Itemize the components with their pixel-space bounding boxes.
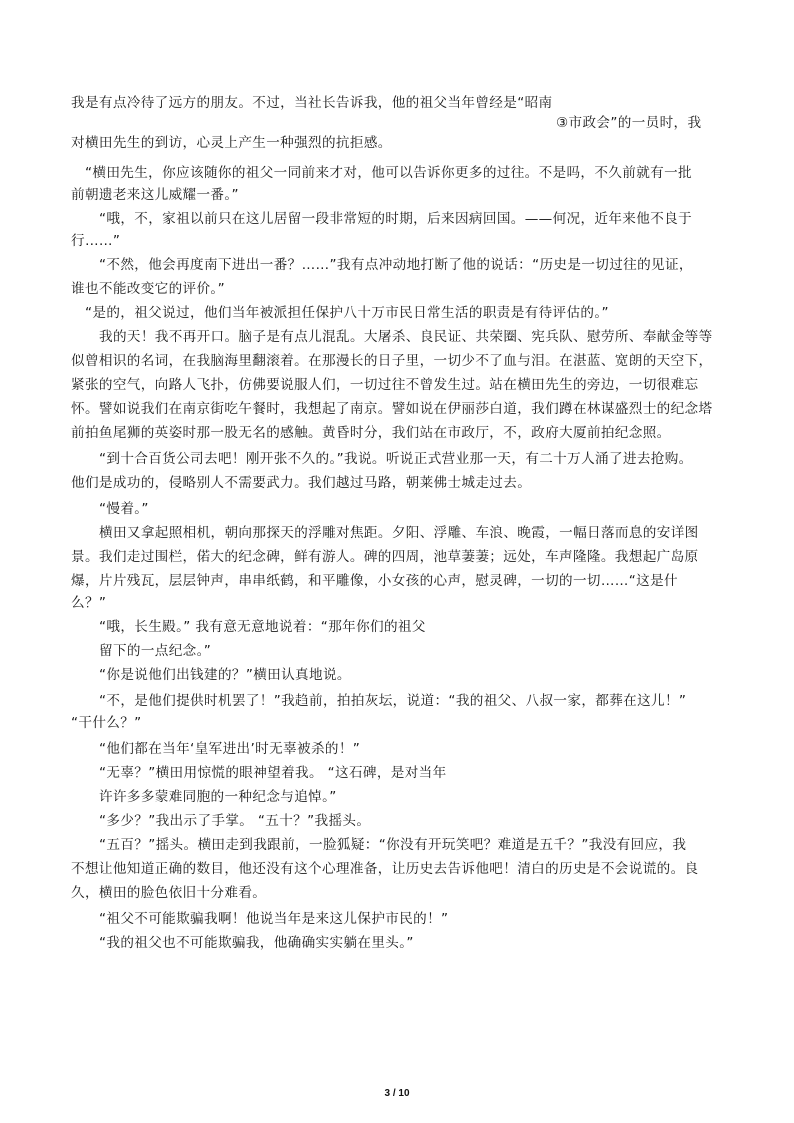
text-line: 我是有点冷待了远方的朋友。不过，当社长告诉我，他的祖父当年曾经是“昭南: [71, 95, 553, 111]
text-line: 爆，片片残瓦，层层钟声，串串纸鹤，和平雕像，小女孩的心声，慰灵碑，一切的一切……“这是什: [71, 573, 678, 589]
text-line: “祖父不可能欺骗我啊！他说当年是来这儿保护市民的！”: [99, 911, 449, 927]
text-line: “到十合百货公司去吧！刚开张不久的。”我说。听说正式营业那一天，有二十万人涌了进去抢购。: [99, 451, 693, 467]
text-line: “哦，长生殿。” 我有意无意地说着：“那年你们的祖父: [99, 619, 426, 635]
text-line: 紧张的空气，向路人飞扑，仿佛要说服人们，一切过往不曾发生过。站在横田先生的旁边，一切很难忘: [71, 377, 699, 393]
text-line: “他们都在当年‘皇军进出’时无辜被杀的！”: [99, 741, 361, 757]
text-line: “你是说他们出钱建的？”横田认真地说。: [99, 667, 351, 683]
text-line: 行……”: [71, 233, 121, 249]
text-line: 对横田先生的到访，心灵上产生一种强烈的抗拒感。: [71, 135, 392, 151]
text-line: 前朝遗老来这儿威耀一番。”: [71, 187, 239, 203]
text-line: 么？”: [71, 595, 107, 611]
text-line: “不，是他们提供时机罢了！”我趋前，拍拍灰坛，说道：“我的祖父、八叔一家，都葬在这儿！”: [99, 693, 687, 709]
text-line: “不然，他会再度南下进出一番？……”我有点冲动地打断了他的说话：“历史是一切过往的见证，: [99, 257, 693, 273]
text-line: 前拍鱼尾狮的英姿时那一股无名的感触。黄昏时分，我们站在市政厅，不，政府大厦前拍纪念照。: [71, 425, 671, 441]
text-line: “多少？”我出示了手掌。 “五十？”我摇头。: [99, 813, 371, 829]
text-line: “干什么？”: [71, 715, 142, 731]
text-line: 景。我们走过围栏，偌大的纪念碑，鲜有游人。碑的四周，池草萋萋；远处，车声隆隆。我想起广岛原: [71, 549, 699, 565]
text-line: 似曾相识的名词，在我脑海里翻滚着。在那漫长的日子里，一切少不了血与泪。在湛蓝、宽朗的天空下，: [71, 353, 713, 369]
text-line: 久，横田的脸色依旧十分难看。: [71, 885, 267, 901]
text-line: ③市政会”的一员时，我: [556, 115, 702, 131]
text-line: 我的天！我不再开口。脑子是有点儿混乱。大屠杀、良民证、共荣圈、宪兵队、慰劳所、奉献金等等: [99, 329, 713, 345]
text-line: 留下的一点纪念。”: [99, 643, 212, 659]
text-line: 横田又拿起照相机，朝向那探天的浮雕对焦距。夕阳、浮雕、车浪、晚霞，一幅日落而息的安详图: [99, 525, 699, 541]
text-line: “哦，不，家祖以前只在这儿居留一段非常短的时期，后来因病回国。——何况，近年来他不良于: [99, 211, 693, 227]
text-line: “我的祖父也不可能欺骗我，他确确实实躺在里头。”: [99, 935, 414, 951]
text-line: “横田先生，你应该随你的祖父一同前来才对，他可以告诉你更多的过往。不是吗，不久前就有一批: [85, 165, 692, 181]
text-line: “无辜？”横田用惊慌的眼神望着我。 “这石碑，是对当年: [99, 765, 447, 781]
text-line: “是的，祖父说过，他们当年被派担任保护八十万市民日常生活的职责是有待评估的。”: [85, 305, 609, 321]
text-line: 许许多多蒙难同胞的一种纪念与追悼。”: [99, 789, 337, 805]
text-line: 他们是成功的，侵略别人不需要武力。我们越过马路，朝莱佛士城走过去。: [71, 475, 532, 491]
text-line: “五百？”摇头。横田走到我跟前，一脸狐疑：“你没有开玩笑吧？难道是五千？”我没有回应，我: [99, 837, 687, 853]
text-line: 怀。譬如说我们在南京街吃午餐时，我想起了南京。譬如说在伊丽莎白道，我们蹲在林谋盛烈士的纪念塔: [71, 401, 713, 417]
text-line: 谁也不能改变它的评价。”: [71, 281, 225, 297]
text-line: 不想让他知道正确的数目，他还没有这个心理准备，让历史去告诉他吧！清白的历史是不会说谎的。良: [71, 861, 699, 877]
page-number: 3 / 10: [384, 1088, 410, 1099]
text-line: “慢着。”: [99, 501, 149, 517]
